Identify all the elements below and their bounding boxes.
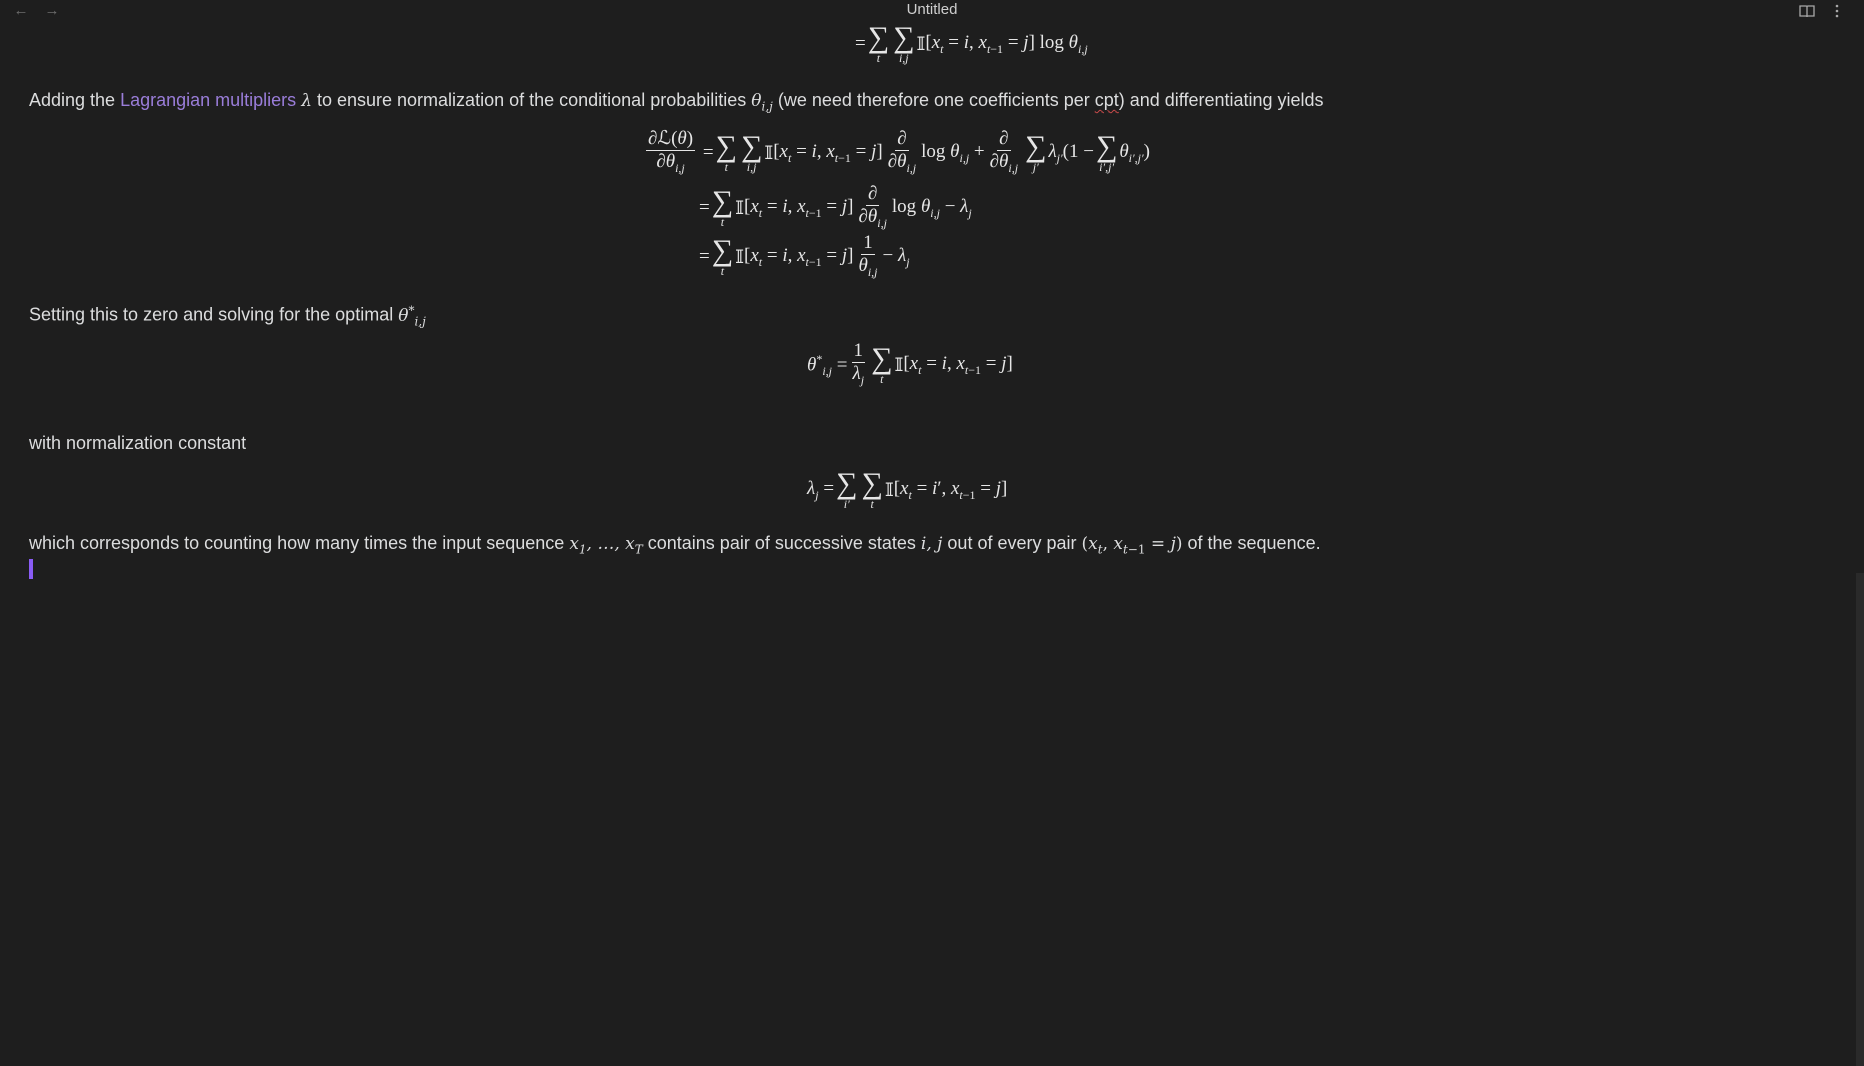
window-title: Untitled (906, 1, 958, 18)
arrow-left-icon[interactable]: ← (13, 2, 29, 19)
equation-derivative-line1: $\frac{\text{∂ℒ(θ)}}{\partial\theta_{i,j}}$ = ∑ t ∑ i,j 𝕀 [$x_t = i$, $x_{t-1} = j$] $\frac{\partial}{\partial\theta_{i,j}}$ $\log \theta_{i,j}$ + $\frac{\partial}{\partial\theta_{i,j}}$ ∑ j′ $\lambda_{j'}(1$ − ∑ i′,j′ $\theta_{i',j'}$) (648, 128, 1150, 175)
arrow-right-icon[interactable]: → (44, 2, 60, 19)
paragraph-counting: which corresponds to counting how many times the input sequence $x_1$, …, $x_T$ contains pair of successive states i, j out of every pair ($x_t$, $x_{t-1} = j$) of the sequence. (29, 533, 1321, 557)
misspelled-word[interactable]: cpt (1094, 90, 1119, 110)
scrollbar[interactable] (1856, 573, 1864, 1066)
paragraph-setting-zero: Setting this to zero and solving for the optimal $\theta^*_{i,j}$ (29, 303, 426, 329)
paragraph-lagrangian: Adding the Lagrangian multipliers λ to ensure normalization of the conditional probabilities $\theta_{i,j}$ (we need therefore one coefficients per cpt) and differentiating yields (29, 90, 1324, 114)
equation-optimal-theta: $\theta^*_{i,j}$ = $\frac{1}{\lambda_j}$ ∑ t 𝕀 [$x_t = i$, $x_{t-1} = j$] (807, 340, 1013, 387)
paragraph-normalization: with normalization constant (29, 433, 247, 453)
more-vertical-icon[interactable] (1830, 1, 1844, 21)
equation-log-likelihood: = ∑ t ∑ i,j 𝕀 [$x_t = i$, $x_{t-1} = j$] $\log \theta_{i,j}$ (855, 21, 1088, 65)
lagrangian-link[interactable]: Lagrangian multipliers (120, 90, 297, 110)
equation-lambda: $\lambda_j$ = ∑ i′ ∑ t 𝕀 [$x_t = i'$, $x_{t-1} = j$] (807, 467, 1008, 511)
equation-derivative-line3: = ∑ t 𝕀 [$x_t = i$, $x_{t-1} = j$] $\frac{1}{\theta_{i,j}}$ − $\lambda_j$ (699, 232, 910, 279)
text-cursor (29, 559, 33, 579)
editor-content[interactable] (29, 0, 1809, 1066)
equation-derivative-line2: = ∑ t 𝕀 [$x_t = i$, $x_{t-1} = j$] $\frac{\partial}{\partial\theta_{i,j}}$ $\log \theta_{i,j} - \lambda_j$ (699, 183, 972, 230)
